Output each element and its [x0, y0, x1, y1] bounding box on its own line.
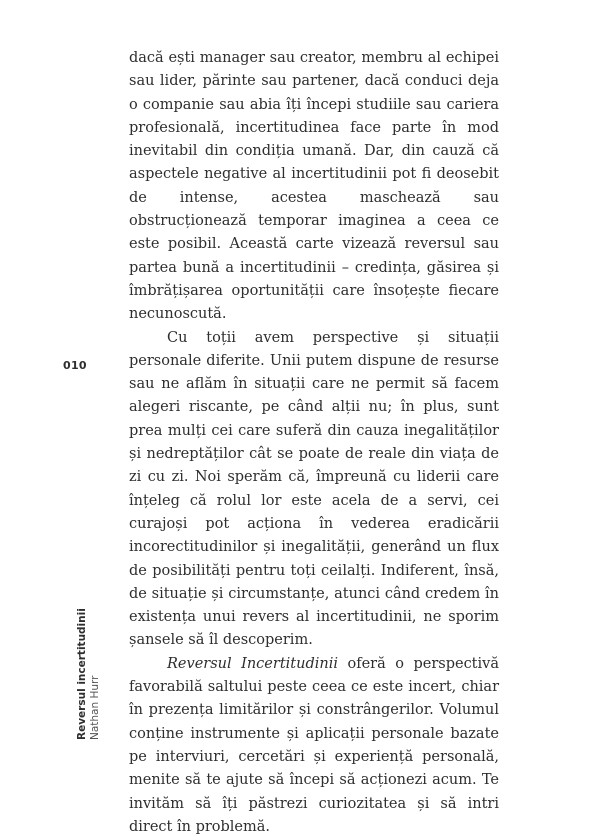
paragraph-perspectives: Cu toții avem perspective și situații personale diferite. Unii putem dispune de resurse sau ne aflăm în situații care ne permit să facem alegeri riscante, pe când alții nu; în plus, sunt prea mulți cei care suferă din cauza inegalităților și nedreptăților cât se poate de reale din viața de zi cu zi. Noi sperăm că, împreună cu liderii care înțeleg că rolul lor este acela de a servi, cei curajoși pot acționa în vederea eradicării incorectitudinilor și inegalității, generând un flux de posibilități pentru toți ceilalți. Indiferent, însă, de situație și circumstanțe, atunci când credem în existența unui revers al incertitudinii, ne sporim șansele să îl descoperim.	[129, 329, 499, 649]
running-book-title: Reversul incertitudinii	[76, 608, 88, 740]
book-title-italic: Reversul Incertitudinii	[167, 655, 338, 672]
paragraph-book-summary-text: oferă o perspectivă favorabilă saltului peste ceea ce este incert, chiar în prezența limitărilor și constrângerilor. Volumul conține instrumente și aplicații personale bazate pe interviuri, cercetări și experiență personală, menite să te ajute să începi să acționezi acum. Te invităm să îți păstrezi curiozitatea și să intri direct în problemă.	[129, 655, 499, 835]
running-footer	[76, 608, 101, 740]
running-author: Nathan Hurr	[88, 675, 101, 740]
paragraph-book-summary	[129, 653, 499, 839]
page-number: 010	[63, 359, 87, 372]
paragraph-continuation: dacă ești manager sau creator, membru al echipei sau lider, părinte sau partener, dacă conduci deja o companie sau abia îți începi studiile sau cariera profesională, incertitudinea face parte în mod inevitabil din condiția umană. Dar, din cauză că aspectele negative al incertitudinii pot fi deosebit de intense, acestea maschează sau obstrucționează temporar imaginea a ceea ce este posibil. Această carte vizează reversul sau partea bună a incertitudinii – credința, găsirea și îmbrățișarea oportunității care însoțește fiecare necunoscută.	[129, 50, 499, 323]
body-text	[129, 47, 499, 839]
